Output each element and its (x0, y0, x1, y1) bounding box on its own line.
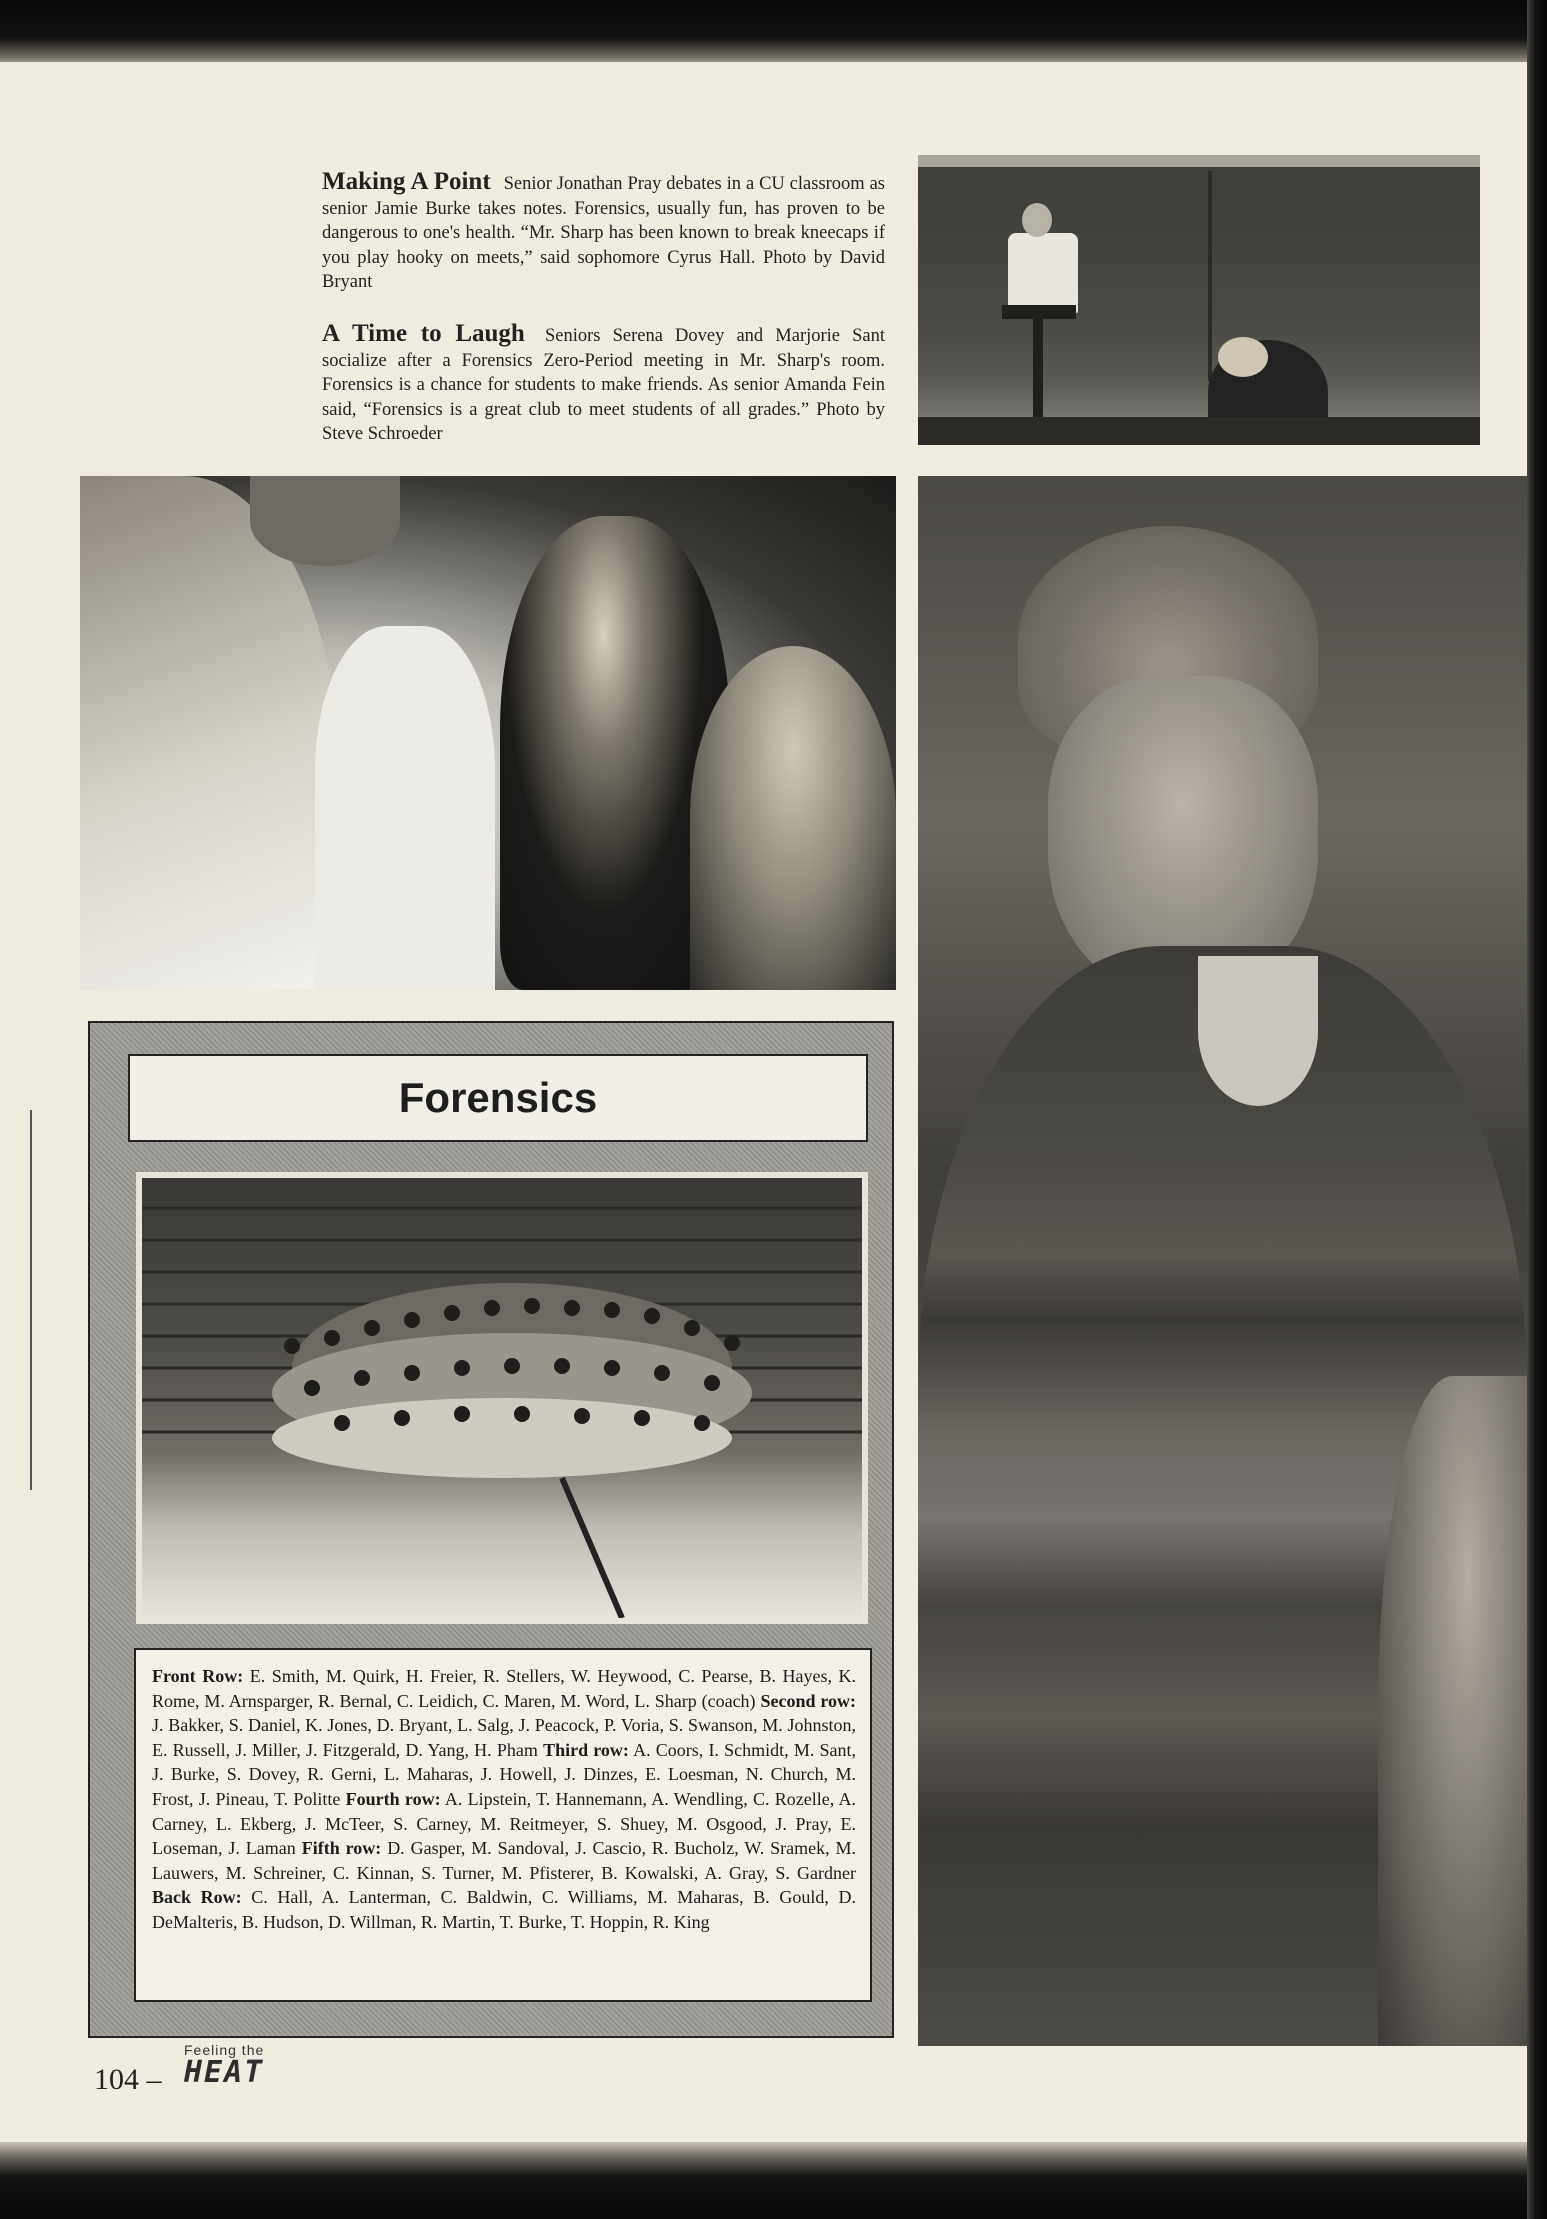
photo-student-portrait (918, 476, 1527, 2046)
page-number-dash: – (146, 2063, 162, 2096)
roster-names: A. Coors, I. Schmidt, M. Sant, J. Burke, S. Dovey, R. Gerni, L. Maharas, J. Howell, J. Dinzes, E. Loesman, N. Church, M. Frost, J. Pineau, T. Politte (152, 1739, 856, 1809)
photo-podium-top (1002, 305, 1076, 319)
group-photo-drawing (142, 1178, 862, 1618)
scan-right-edge (1527, 0, 1547, 2219)
logo-word-text: HEAT (184, 2055, 265, 2090)
page-number (94, 2063, 162, 2097)
caption-text: Seniors Serena Dovey and Marjorie Sant socialize after a Forensics Zero-Period meeting in Mr. Sharp's room. Forensics is a chance for students to make friends. As senior Amanda Fein said, “Forensics is a great club to meet students of all grades.” Photo by Steve Schroeder (322, 326, 886, 444)
caption-text: Senior Jonathan Pray debates in a CU classroom as senior Jamie Burke takes notes. Forensics, usually fun, has proven to be dangerous to one's health. “Mr. Sharp has been known to break kneecaps if you play hooky on meets,” said sophomore Cyrus Hall. Photo by David Bryant (322, 174, 886, 292)
section-title-box (128, 1054, 868, 1142)
roster-label: Fourth row: (345, 1788, 441, 1809)
caption-heading: Making A Point (322, 168, 491, 195)
logo-small-text: Feeling the (184, 2042, 265, 2058)
floor-line (562, 1478, 622, 1618)
roster-label: Front Row: (152, 1666, 244, 1686)
photo-collar (1198, 956, 1318, 1106)
photo-board-divider (1208, 171, 1212, 381)
photo-blackboard-trim (918, 155, 1480, 167)
photo-background-man (250, 476, 400, 566)
section-title: Forensics (398, 1074, 598, 1121)
roster-label: Second row: (760, 1690, 857, 1711)
photo-speaker-shirt (1008, 233, 1078, 313)
roster-names: C. Hall, A. Lanterman, C. Baldwin, C. Williams, M. Maharas, B. Gould, D. DeMalteris, B. Hudson, D. Willman, R. Martin, T. Burke, T. Hoppin, R. King (152, 1887, 857, 1932)
photo-blonde-girl (690, 646, 896, 990)
caption-time-to-laugh (322, 322, 885, 447)
photo-desks (918, 417, 1480, 445)
roster-names: J. Bakker, S. Daniel, K. Jones, D. Bryant, L. Salg, J. Peacock, P. Voria, S. Swanson, M. Johnston, E. Russell, J. Miller, J. Fitzgerald, D. Yang, H. Pham (152, 1715, 856, 1760)
photo-listener-hair (1218, 337, 1268, 377)
roster-label: Fifth row: (301, 1838, 382, 1859)
photo-white-shirt (315, 626, 495, 990)
photo-forensics-group (136, 1172, 868, 1624)
binding-line (30, 1110, 32, 1490)
photo-side-figure (1378, 1376, 1527, 2046)
feeling-the-heat-logo (184, 2042, 294, 2104)
page-number-value: 104 (94, 2063, 139, 2096)
scan-top-edge (0, 0, 1547, 70)
students-cluster (272, 1283, 752, 1478)
roster-names: A. Lipstein, T. Hannemann, A. Wendling, C. Rozelle, A. Carney, L. Ekberg, J. McTeer, S. Carney, M. Reitmeyer, S. Shuey, M. Osgood, J. Pray, E. Loseman, J. Laman (152, 1788, 856, 1859)
photo-students-laughing (80, 476, 896, 990)
roster-label: Back Row: (152, 1887, 242, 1908)
roster-names: D. Gasper, M. Sandoval, J. Cascio, R. Bucholz, W. Sramek, M. Lauwers, M. Schreiner, C. Kinnan, S. Turner, M. Pfisterer, B. Kowalski, A. Gray, S. Gardner (152, 1838, 857, 1883)
scan-bottom-edge (0, 2142, 1547, 2219)
roster-box (134, 1648, 872, 2002)
caption-making-a-point (322, 170, 885, 295)
roster-label: Third row: (543, 1739, 629, 1760)
photo-speaker-head (1022, 203, 1052, 237)
caption-heading: A Time to Laugh (322, 320, 525, 347)
roster-names: E. Smith, M. Quirk, H. Freier, R. Stellers, W. Heywood, C. Pearse, B. Hayes, K. Rome, M. Arnsparger, R. Bernal, C. Leidich, C. Maren, M. Word, L. Sharp (coach) (152, 1666, 857, 1711)
photo-debate-classroom (918, 155, 1480, 445)
